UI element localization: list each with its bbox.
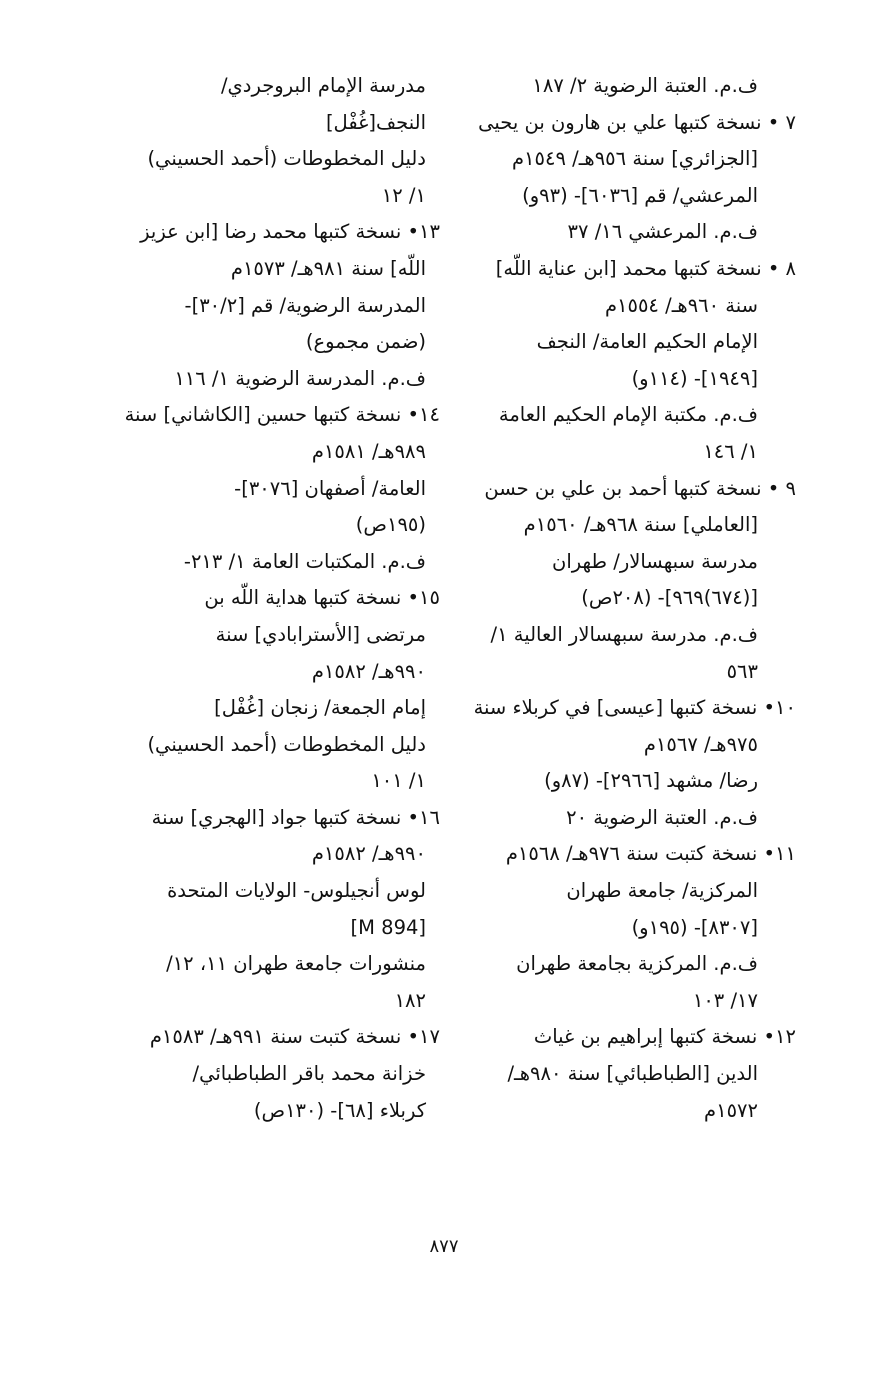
right-column-line: ٩ • نسخة كتبها أحمد بن علي بن حسن — [484, 476, 796, 500]
left-column-line: كربلاء [٦٨]- (١٣٠ص) — [253, 1098, 426, 1122]
right-column-line: ١٥٧٢م — [704, 1098, 758, 1122]
page-number: ٨٧٧ — [429, 1236, 459, 1257]
left-column-line: ١٤• نسخة كتبها حسين [الكاشاني] سنة — [124, 403, 440, 427]
right-column-line: ١/ ١٤٦ — [703, 439, 758, 463]
right-column-line: مدرسة سبهسالار/ طهران — [552, 549, 758, 573]
right-column-line: ١٠• نسخة كتبها [عيسى] في كربلاء سنة — [473, 696, 796, 720]
right-column-line: ف.م. مكتبة الإمام الحكيم العامة — [498, 403, 758, 427]
right-column-line: المركزية/ جامعة طهران — [566, 879, 758, 903]
left-column-line: ٩٩٠هـ/ ١٥٨٢م — [311, 842, 426, 866]
right-column-line: ف.م. العتبة الرضوية ٢/ ١٨٧ — [532, 74, 758, 97]
right-column-line: ٥٦٣ — [726, 659, 758, 683]
right-column-line: ف.م. المركزية بجامعة طهران — [516, 952, 758, 976]
right-column-line: ٨ • نسخة كتبها محمد [ابن عناية اللّه] — [495, 256, 796, 280]
left-column-line: ١٦• نسخة كتبها جواد [الهجري] سنة — [151, 805, 440, 829]
left-column-line: ١٥• نسخة كتبها هداية اللّه بن — [204, 586, 440, 610]
left-column-line: ٩٩٠هـ/ ١٥٨٢م — [311, 659, 426, 683]
right-column-line: [العاملي] سنة ٩٦٨هـ/ ١٥٦٠م — [523, 513, 758, 537]
right-column-line: [١٩٤٩]- (١١٤و) — [631, 366, 758, 390]
left-column-line: اللّه] سنة ٩٨١هـ/ ١٥٧٣م — [230, 256, 426, 280]
left-column-line: دليل المخطوطات (أحمد الحسيني) — [147, 732, 426, 756]
left-column-line: (ضمن مجموع) — [305, 330, 426, 354]
right-column-line: الدين [الطباطبائي] سنة ٩٨٠هـ/ — [507, 1062, 758, 1086]
left-column-line: خزانة محمد باقر الطباطبائي/ — [192, 1062, 426, 1086]
left-column-line: إمام الجمعة/ زنجان [غُفْل] — [214, 696, 426, 720]
right-column-line: ١٢• نسخة كتبها إبراهيم بن غياث — [533, 1025, 796, 1049]
left-column-line: ف.م. المكتبات العامة ١/ ٢١٣- — [183, 549, 426, 573]
left-column-line: المدرسة الرضوية/ قم [٣٠/٢]- — [184, 293, 426, 317]
right-column-line: ف.م. العتبة الرضوية ٢٠ — [566, 805, 758, 829]
left-column-line: لوس أنجيلوس- الولايات المتحدة — [167, 879, 426, 903]
right-column-line: ف.م. المرعشي ١٦/ ٣٧ — [567, 220, 758, 244]
left-column-line: مدرسة الإمام البروجردي/ — [220, 74, 426, 97]
left-column-line: العامة/ أصفهان [٣٠٧٦]- — [234, 476, 426, 500]
right-column-line: [٨٣٠٧]- (١٩٥و) — [631, 915, 758, 939]
left-column-line: ١٧• نسخة كتبت سنة ٩٩١هـ/ ١٥٨٣م — [149, 1025, 440, 1049]
left-column-line: ٩٨٩هـ/ ١٥٨١م — [311, 439, 426, 463]
right-column-line: سنة ٩٦٠هـ/ ١٥٥٤م — [604, 293, 758, 317]
right-column-line: الإمام الحكيم العامة/ النجف — [536, 330, 758, 354]
left-column-line: ١/ ١٢ — [381, 183, 426, 207]
left-column-line: مرتضى [الأسترابادي] سنة — [215, 622, 426, 646]
left-column-line: ١٨٢ — [394, 988, 426, 1012]
right-column-line: ١٧/ ١٠٣ — [692, 988, 758, 1012]
left-column-line: ١/ ١٠١ — [371, 769, 426, 793]
left-column-line: النجف[غُفْل] — [325, 110, 426, 134]
right-column-line: ٩٧٥هـ/ ١٥٦٧م — [643, 732, 758, 756]
left-column-line: ١٣• نسخة كتبها محمد رضا [ابن عزيز — [140, 220, 440, 244]
left-column-line: [M 894] — [350, 915, 426, 939]
right-column-line: ف.م. مدرسة سبهسالار العالية ١/ — [490, 622, 758, 646]
left-column-line: دليل المخطوطات (أحمد الحسيني) — [147, 147, 426, 171]
right-column-line: ٧ • نسخة كتبها علي بن هارون بن يحيى — [478, 110, 796, 134]
right-column-line: [(٦٧٤)٩٦٩]- (٢٠٨ص) — [581, 586, 758, 610]
right-column — [446, 68, 796, 1129]
left-column-line: منشورات جامعة طهران ١١، ١٢/ — [166, 952, 426, 976]
left-column-line: ف.م. المدرسة الرضوية ١/ ١١٦ — [174, 366, 426, 390]
left-column-line: (١٩٥ص) — [355, 513, 426, 537]
left-column — [92, 68, 440, 1129]
right-column-line: رضا/ مشهد [٢٩٦٦]- (٨٧و) — [544, 769, 758, 793]
right-column-line: المرعشي/ قم [٦٠٣٦]- (٩٣و) — [522, 183, 758, 207]
right-column-line: [الجزائري] سنة ٩٥٦هـ/ ١٥٤٩م — [511, 147, 758, 171]
right-column-line: ١١• نسخة كتبت سنة ٩٧٦هـ/ ١٥٦٨م — [505, 842, 796, 866]
